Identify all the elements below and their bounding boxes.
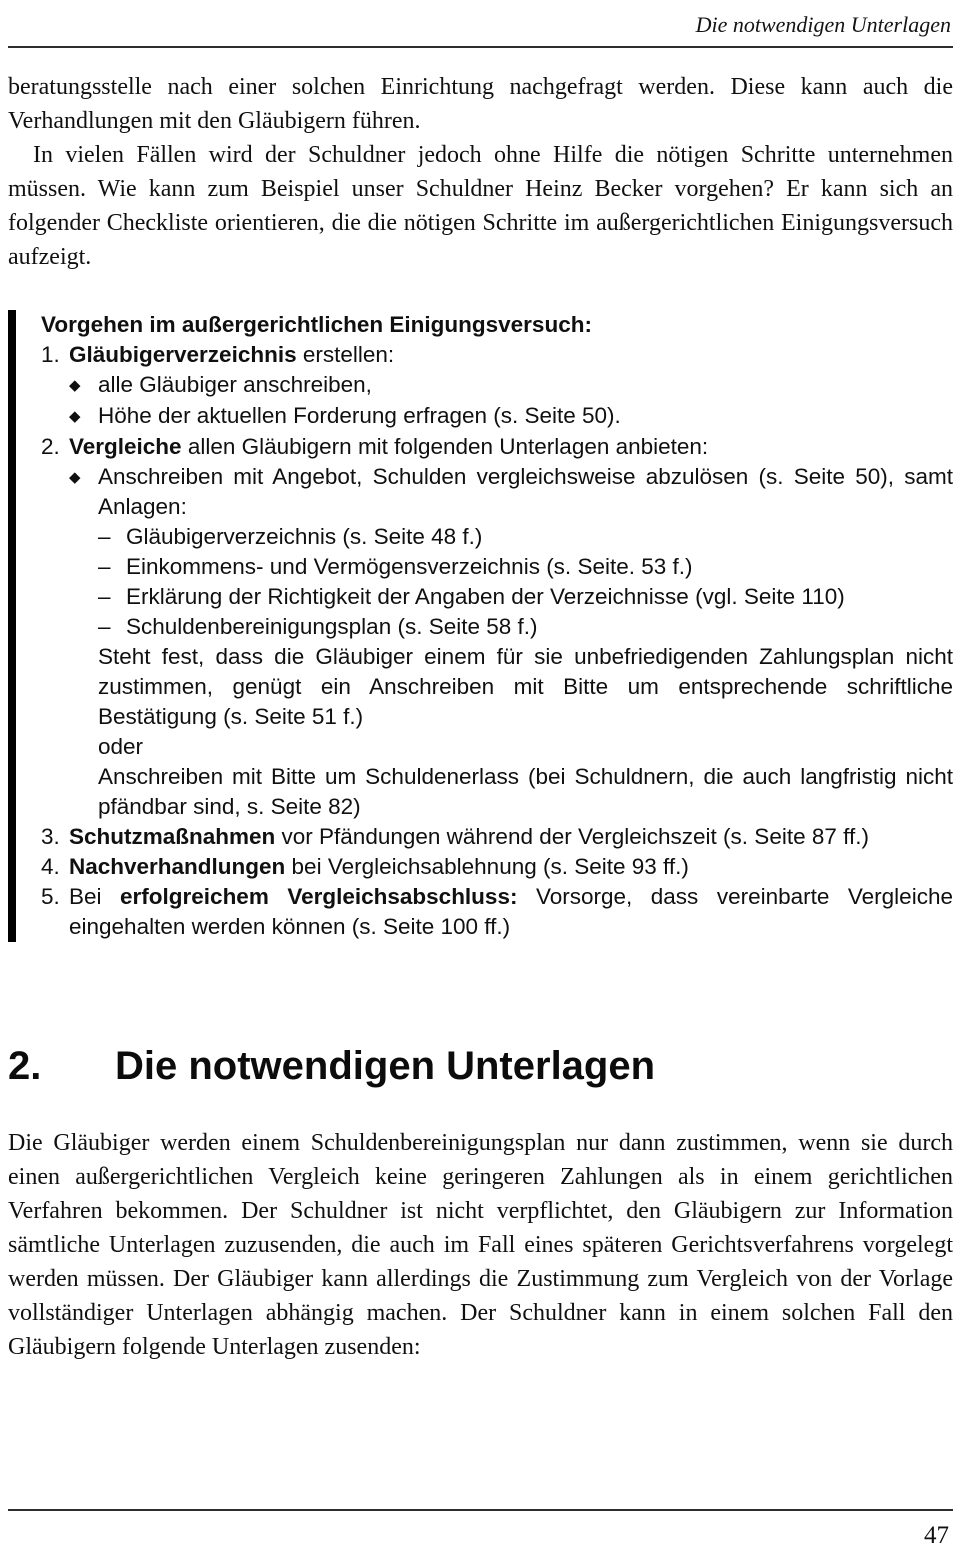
diamond-bullet-icon: ◆ xyxy=(69,377,81,394)
item-prefix: Bei xyxy=(69,884,121,909)
item-number: 4. xyxy=(41,854,60,879)
bullet-item xyxy=(69,370,953,401)
item-body xyxy=(69,432,953,822)
dash-item xyxy=(98,522,953,552)
item-keyword: Nachverhandlungen xyxy=(69,854,286,879)
checklist-content xyxy=(16,310,953,942)
paragraph: In vielen Fällen wird der Schuldner jedoch ohne Hilfe die nötigen Schritte unternehmen müssen. Wie kann zum Beispiel unser Schuldner Heinz Becker vorgehen? Er kann sich an folgender Checkliste orientieren, die die nötigen Schritte im außergerichtlichen Einigungsversuch aufzeigt. xyxy=(8,142,953,270)
item-text: Vorsorge, dass vereinbarte Vergleiche eingehalten werden können (s. Seite 100 ff.) xyxy=(69,884,953,939)
page-footer xyxy=(8,1509,953,1550)
page-number: 47 xyxy=(924,1522,949,1549)
diamond-bullet-icon: ◆ xyxy=(69,469,81,486)
item-body xyxy=(69,822,953,852)
bullet-text: Höhe der aktuellen Forderung erfragen (s. Seite 50). xyxy=(98,403,621,428)
section-title: Die notwendigen Unterlagen xyxy=(115,1044,656,1088)
item-text: erstellen: xyxy=(296,342,395,367)
bullet-item xyxy=(69,401,953,432)
section-number: 2. xyxy=(8,1044,42,1088)
checklist-item-3 xyxy=(41,822,953,852)
dash-item xyxy=(98,582,953,612)
bullet-item xyxy=(69,462,953,522)
bullet-text: alle Gläubiger anschreiben, xyxy=(98,372,372,397)
item-body xyxy=(69,340,953,432)
dash-text: Einkommens- und Vermögensverzeichnis (s. Seite. 53 f.) xyxy=(126,554,693,579)
body-paragraph: Die Gläubiger werden einem Schuldenbereinigungsplan nur dann zustimmen, wenn sie durch einen außergerichtlichen Vergleich keine geringeren Zahlungen als in einem gerichtlichen Verfahren bekommen. Der Schuldner ist nicht verpflichtet, den Gläubigern zur Information sämtliche Unterlagen zuzusenden, die auch im Fall eines späteren Gerichtsverfahrens vorgelegt werden müssen. Der Gläubiger kann allerdings die Zustimmung zum Vergleich von der Vorlage vollständiger Unterlagen abhängig machen. Der Schuldner kann in einem solchen Fall den Gläubigern folgende Unterlagen zusenden: xyxy=(8,1130,953,1360)
item-text: vor Pfändungen während der Vergleichszeit (s. Seite 87 ff.) xyxy=(275,824,869,849)
item-keyword: erfolgreichem Vergleichsabschluss: xyxy=(120,884,518,909)
paragraph-continued: beratungsstelle nach einer solchen Einrichtung nachgefragt werden. Diese kann auch die Verhandlungen mit den Gläubigern führen. xyxy=(8,74,953,134)
or-label: oder xyxy=(98,734,144,759)
note-paragraph: Steht fest, dass die Gläubiger einem für sie unbefriedigenden Zahlungsplan nicht zustimmen, genügt ein Anschreiben mit Bitte um entsprechende schriftliche Bestätigung (s. Seite 51 f.) xyxy=(98,644,953,729)
checklist-item-5 xyxy=(41,882,953,942)
running-header: Die notwendigen Unterlagen xyxy=(695,12,951,37)
diamond-bullet-icon: ◆ xyxy=(69,408,81,425)
dash-marker: – xyxy=(98,524,111,549)
attachments-sublist xyxy=(98,522,953,822)
checklist-item-2 xyxy=(41,432,953,822)
dash-marker: – xyxy=(98,614,111,639)
header-rule xyxy=(8,46,953,48)
checklist-item-4 xyxy=(41,852,953,882)
item-keyword: Schutzmaßnahmen xyxy=(69,824,276,849)
checklist-item-1 xyxy=(41,340,953,432)
item-lead xyxy=(69,822,953,852)
item-lead xyxy=(69,432,953,462)
item-number: 2. xyxy=(41,434,60,459)
checklist-left-bar xyxy=(8,310,16,942)
checklist-title: Vorgehen im außergerichtlichen Einigungsversuch: xyxy=(41,312,592,337)
item-keyword: Vergleiche xyxy=(69,434,182,459)
item-number: 1. xyxy=(41,342,60,367)
item-lead xyxy=(69,882,953,942)
dash-text: Erklärung der Richtigkeit der Angaben der Verzeichnisse (vgl. Seite 110) xyxy=(126,584,845,609)
bullet-text: Anschreiben mit Angebot, Schulden vergleichsweise abzulösen (s. Seite 50), samt Anlagen: xyxy=(98,464,953,519)
item-number: 3. xyxy=(41,824,60,849)
item-text: allen Gläubigern mit folgenden Unterlagen anbieten: xyxy=(181,434,709,459)
dash-item xyxy=(98,612,953,642)
item-keyword: Gläubigerverzeichnis xyxy=(69,342,297,367)
checklist-box xyxy=(8,310,953,942)
dash-text: Gläubigerverzeichnis (s. Seite 48 f.) xyxy=(126,524,483,549)
item-number: 5. xyxy=(41,884,60,909)
dash-marker: – xyxy=(98,584,111,609)
item-body xyxy=(69,852,953,882)
dash-marker: – xyxy=(98,554,111,579)
dash-text: Schuldenbereinigungsplan (s. Seite 58 f.) xyxy=(126,614,538,639)
item-text: bei Vergleichsablehnung (s. Seite 93 ff.) xyxy=(285,854,689,879)
note-paragraph: Anschreiben mit Bitte um Schuldenerlass (bei Schuldnern, die auch langfristig nicht pfändbar sind, s. Seite 82) xyxy=(98,764,953,819)
footer-rule xyxy=(8,1509,953,1511)
section-heading xyxy=(8,1042,953,1090)
item-body xyxy=(69,882,953,942)
item-lead xyxy=(69,340,953,370)
dash-item xyxy=(98,552,953,582)
item-lead xyxy=(69,852,953,882)
